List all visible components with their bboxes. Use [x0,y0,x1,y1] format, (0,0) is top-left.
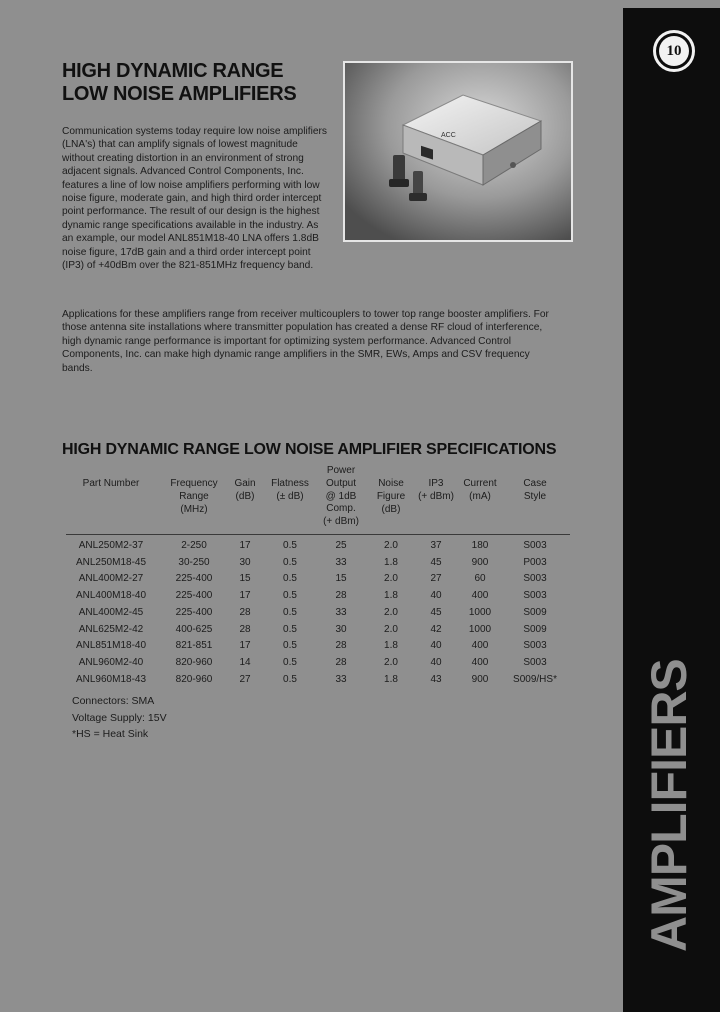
table-cell-noise: 1.8 [384,590,398,602]
table-cell-power: 28 [335,590,347,602]
column-header-noise-line: Figure [376,490,406,502]
table-cell-gain: 17 [239,590,251,602]
table-cell-flat: 0.5 [283,590,297,602]
table-cell-noise: 1.8 [384,640,398,652]
column-header-noise-line: Noise [378,478,404,489]
column-header-ip3-line: IP3 [428,478,444,489]
table-cell-power: 33 [335,556,347,568]
table-cell-part: ANL625M2-42 [78,623,144,635]
table-cell-freq: 2-250 [181,540,207,551]
table-cell-gain: 28 [239,606,251,618]
table-cell-ip3: 37 [430,540,442,551]
table-cell-case: S003 [523,573,547,585]
page-title-line-2: LOW NOISE AMPLIFIERS [62,83,297,105]
column-header-power-line: Comp. [326,503,356,515]
column-header-case [523,478,546,504]
table-cell-case: S009 [523,606,547,618]
table-cell-gain: 28 [239,623,251,635]
table-cell-current: 1000 [468,606,492,618]
column-header-freq-line: Frequency [170,478,218,489]
table-row [0,622,620,638]
table-cell-power: 33 [335,606,347,618]
column-header-power-line: (+ dBm) [323,516,359,528]
table-cell-power: 30 [335,623,347,635]
product-photo [343,61,573,242]
table-row [0,555,620,571]
table-cell-ip3: 40 [430,590,442,602]
table-cell-ip3: 40 [430,656,442,668]
table-cell-ip3: 27 [430,573,442,585]
column-header-ip3 [418,478,454,504]
table-cell-freq: 821-851 [175,640,213,652]
table-cell-flat: 0.5 [283,606,297,618]
table-cell-noise: 2.0 [384,606,398,618]
table-cell-part: ANL400M2-27 [78,573,144,585]
table-cell-gain: 17 [239,540,251,551]
table-cell-part: ANL960M18-43 [75,673,147,685]
specs-notes [72,693,167,743]
table-cell-case: S003 [523,640,547,652]
column-header-flat-line: Flatness [271,478,309,489]
table-cell-freq: 30-250 [178,556,210,568]
column-header-noise [377,478,405,516]
note-heat-sink: *HS = Heat Sink [72,728,149,740]
column-header-current [463,478,496,504]
table-cell-current: 900 [471,556,489,568]
column-header-power-line: Output [325,477,357,489]
page-title-line-1: HIGH DYNAMIC RANGE [62,60,284,82]
table-cell-power: 33 [335,673,347,685]
intro-paragraph: Communication systems today require low noise amplifiers (LNA's) that can amplify signals of lowest magnitude without creating distortion in an environment of strong adjacent signals. Advanced Control Components, Inc. features a line of low noise amplifiers performing with low noise figure, moderate gain, and high third order intercept point performance. The result of our design is the highest dynamic range specifications available in the industry. As an example, our model ANL851M18-40 LNA offers 1.8dB noise figure, 17dB gain and a third order intercept point (IP3) of +40dBm over the 821-851MHz frequency band. [62,126,327,272]
table-cell-current: 180 [471,540,489,551]
table-cell-flat: 0.5 [283,656,297,668]
table-row [0,672,620,688]
specs-title: HIGH DYNAMIC RANGE LOW NOISE AMPLIFIER SPECIFICATIONS [62,441,557,458]
section-label: AMPLIFIERS [641,659,697,952]
table-cell-gain: 17 [239,640,251,652]
table-cell-noise: 2.0 [384,573,398,585]
column-header-freq [170,478,217,516]
column-header-part-line: Part Number [82,478,140,489]
column-header-gain-line: (dB) [235,490,255,502]
column-header-gain-line: Gain [234,478,256,489]
column-header-freq-line: (MHz) [180,503,208,515]
table-cell-freq: 225-400 [175,573,213,585]
table-cell-freq: 820-960 [175,673,213,685]
column-header-freq-line: Range [179,490,209,502]
table-cell-noise: 2.0 [384,623,398,635]
column-header-power-line: Power [326,465,356,476]
table-cell-flat: 0.5 [283,556,297,568]
specs-table-header [0,465,620,535]
table-cell-case: P003 [523,556,547,568]
table-cell-flat: 0.5 [283,673,297,685]
amplifier-photo-illustration [345,63,571,240]
table-cell-flat: 0.5 [283,540,297,551]
table-cell-current: 900 [471,673,489,685]
connector-left [393,155,405,183]
table-row [0,605,620,621]
column-header-flat [271,478,309,504]
header-rule [66,534,570,535]
page-number: 10 [659,36,689,66]
column-header-case-line: Style [523,490,547,502]
photo-logo-text: ACC [441,132,456,139]
column-header-part [83,478,140,491]
table-cell-power: 28 [335,640,347,652]
table-cell-case: S009/HS* [513,673,557,685]
page-title [62,60,296,106]
table-row [0,571,620,587]
column-header-power-line: @ 1dB [325,490,357,502]
column-header-noise-line: (dB) [381,503,401,515]
table-cell-current: 400 [471,590,489,602]
note-connectors: Connectors: SMA [72,695,155,707]
table-cell-noise: 2.0 [384,540,398,551]
table-cell-freq: 400-625 [175,623,213,635]
column-header-gain [234,478,255,504]
table-cell-ip3: 43 [430,673,442,685]
table-cell-case: S003 [523,590,547,602]
table-cell-freq: 820-960 [175,656,213,668]
table-cell-current: 400 [471,640,489,652]
table-cell-flat: 0.5 [283,623,297,635]
table-row [0,655,620,671]
table-cell-power: 28 [335,656,347,668]
table-cell-part: ANL960M2-40 [78,656,144,668]
table-cell-case: S003 [523,540,547,551]
table-cell-ip3: 42 [430,623,442,635]
table-row [0,588,620,604]
table-cell-freq: 225-400 [175,606,213,618]
table-cell-current: 1000 [468,623,492,635]
table-cell-power: 15 [335,573,347,585]
column-header-flat-line: (± dB) [276,490,304,502]
table-row [0,538,620,554]
table-cell-noise: 1.8 [384,673,398,685]
table-cell-part: ANL851M18-40 [75,640,147,652]
table-cell-part: ANL250M18-45 [75,556,147,568]
table-cell-gain: 30 [239,556,251,568]
table-cell-case: S009 [523,623,547,635]
column-header-power [323,465,359,529]
table-cell-gain: 15 [239,573,251,585]
table-cell-flat: 0.5 [283,640,297,652]
table-cell-freq: 225-400 [175,590,213,602]
column-header-case-line: Case [523,478,547,489]
column-header-current-line: Current [463,478,497,489]
table-row [0,638,620,654]
table-cell-current: 400 [471,656,489,668]
column-header-ip3-line: (+ dBm) [418,490,454,502]
table-cell-ip3: 45 [430,606,442,618]
table-cell-ip3: 40 [430,640,442,652]
column-header-current-line: (mA) [469,490,491,502]
table-cell-part: ANL400M18-40 [75,590,147,602]
table-cell-noise: 1.8 [384,556,398,568]
table-cell-part: ANL400M2-45 [78,606,144,618]
page-number-badge [653,30,695,72]
applications-paragraph: Applications for these amplifiers range from receiver multicouplers to tower top range booster amplifiers. For those antenna site installations where transmitter population has created a dense RF cloud of interference, high dynamic range performance is important for optimizing system performance. Advanced Control Components, Inc. can make high dynamic range amplifiers in the SMR, EWs, Amps and CSV frequency bands. [62,309,549,374]
table-cell-power: 25 [335,540,347,551]
table-cell-gain: 27 [239,673,251,685]
table-cell-ip3: 45 [430,556,442,568]
table-cell-part: ANL250M2-37 [78,540,144,551]
table-cell-noise: 2.0 [384,656,398,668]
table-cell-gain: 14 [239,656,251,668]
note-voltage: Voltage Supply: 15V [72,711,167,724]
table-cell-case: S003 [523,656,547,668]
table-cell-current: 60 [474,573,486,585]
table-cell-flat: 0.5 [283,573,297,585]
